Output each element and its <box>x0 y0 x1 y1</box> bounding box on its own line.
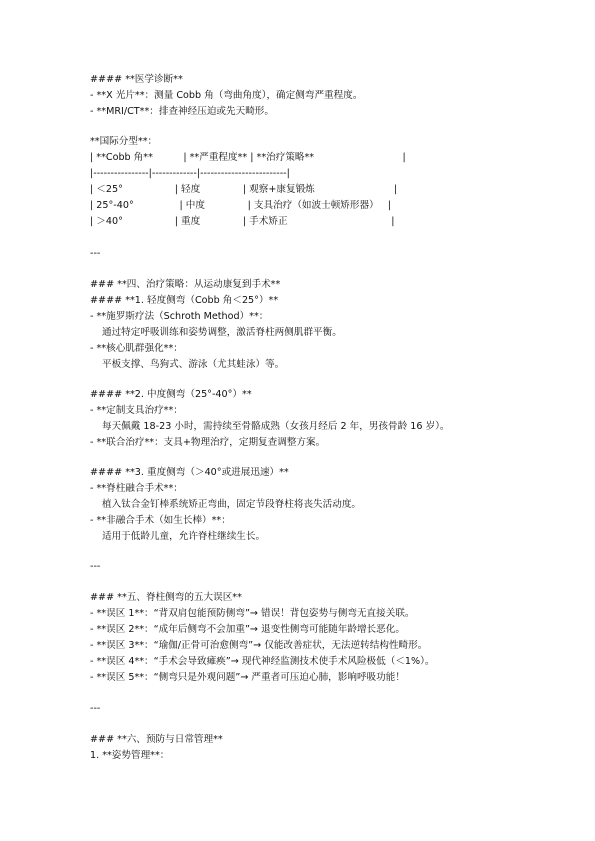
heading-moderate-scoliosis: #### **2. 中度侧弯（25°-40°）** <box>90 389 252 400</box>
list-item-custom-brace: - **定制支具治疗**： <box>90 405 183 416</box>
classification-title: **国际分型**： <box>90 136 158 147</box>
list-item-fusion-surgery: - **脊柱融合手术**： <box>90 483 183 494</box>
table-separator-row: |----------------|-------------|-------------------------| <box>90 168 290 179</box>
divider-text: --- <box>90 703 101 714</box>
list-item-misconception-1: - **误区 1**：“背双肩包能预防侧弯”→ 错误！背包姿势与侧弯无直接关联。 <box>90 608 415 619</box>
heading-prevention: ### **六、预防与日常管理** <box>90 734 223 745</box>
list-item-core-muscle: - **核心肌群强化**： <box>90 343 183 354</box>
list-item-non-fusion-surgery: - **非融合手术（如生长棒）**： <box>90 515 231 526</box>
list-item-misconception-3: - **误区 3**：“瑜伽/正骨可治愈侧弯”→ 仅能改善症状，无法逆转结构性畸形。 <box>90 640 428 651</box>
list-item-posture-management: 1. **姿势管理**： <box>90 750 170 761</box>
list-item-description: 适用于低龄儿童，允许脊柱继续生长。 <box>102 531 266 542</box>
heading-mild-scoliosis: #### **1. 轻度侧弯（Cobb 角＜25°）** <box>90 295 279 306</box>
divider-text: --- <box>90 561 101 572</box>
table-row: | ＜25° | 轻度 | 观察+康复锻炼 | <box>90 184 398 195</box>
list-item-schroth: - **施罗斯疗法（Schroth Method）**： <box>90 311 269 322</box>
divider-text: --- <box>90 248 101 259</box>
list-item-description: 植入钛合金钉棒系统矫正弯曲，固定节段脊柱将丧失活动度。 <box>102 499 362 510</box>
list-item-description: 通过特定呼吸训练和姿势调整，激活脊柱两侧肌群平衡。 <box>102 327 342 338</box>
table-row: | ＞40° | 重度 | 手术矫正 | <box>90 216 395 227</box>
heading-medical-diagnosis: #### **医学诊断** <box>90 74 183 85</box>
heading-treatment-strategy: ### **四、治疗策略：从运动康复到手术** <box>90 279 281 290</box>
list-item-description: 平板支撑、鸟狗式、游泳（尤其蛙泳）等。 <box>102 359 285 370</box>
heading-severe-scoliosis: #### **3. 重度侧弯（＞40°或进展迅速）** <box>90 467 289 478</box>
list-item-misconception-2: - **误区 2**：“成年后侧弯不会加重”→ 退变性侧弯可能随年龄增长恶化。 <box>90 624 405 635</box>
table-row: | 25°-40° | 中度 | 支具治疗（如波士顿矫形器） | <box>90 200 392 211</box>
table-header-row: | **Cobb 角** | **严重程度** | **治疗策略** | <box>90 152 406 163</box>
list-item-combined-treatment: - **联合治疗**：支具+物理治疗，定期复查调整方案。 <box>90 437 326 448</box>
heading-misconceptions: ### **五、脊柱侧弯的五大误区** <box>90 592 242 603</box>
list-item-xray: - **X 光片**：测量 Cobb 角（弯曲角度），确定侧弯严重程度。 <box>90 90 363 101</box>
list-item-misconception-5: - **误区 5**：“侧弯只是外观问题”→ 严重者可压迫心肺，影响呼吸功能！ <box>90 672 405 683</box>
list-item-misconception-4: - **误区 4**：“手术会导致瘫痪”→ 现代神经监测技术使手术风险极低（＜1%）。 <box>90 656 435 667</box>
list-item-description: 每天佩戴 18-23 小时，需持续至骨骼成熟（女孩月经后 2 年，男孩骨龄 16 岁）。 <box>102 421 450 432</box>
list-item-mri-ct: - **MRI/CT**：排查神经压迫或先天畸形。 <box>90 106 274 117</box>
